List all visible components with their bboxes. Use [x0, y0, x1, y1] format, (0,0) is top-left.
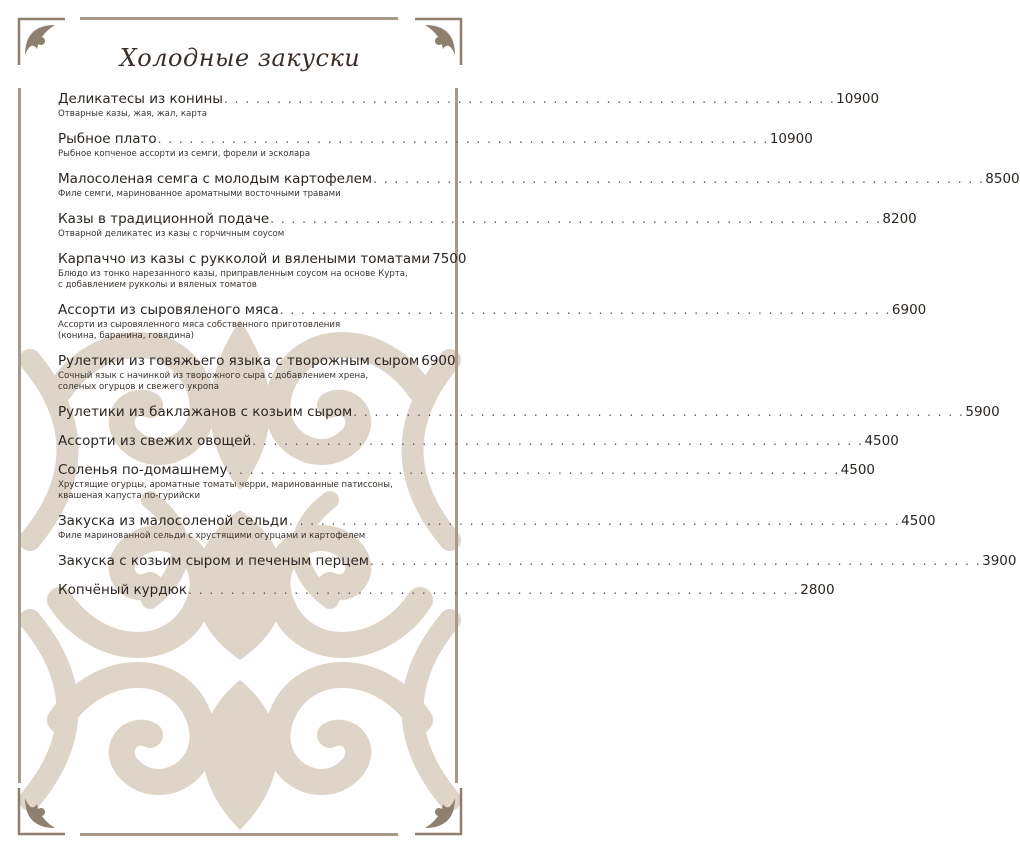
menu-item-name: Копчёный курдюк: [58, 582, 188, 598]
menu-item-name: Деликатесы из конины: [58, 91, 223, 107]
menu-item-row: [58, 131, 813, 148]
dot-leader: . . . . . . . . . . . . . . . . . . . . . . . . . . . . . . . . . . . . . . . . . . . . . . . . . . . . . . . . . .: [228, 463, 840, 477]
menu-item-name: Ассорти из сыровяленого мяса: [58, 302, 279, 318]
menu-item-name: Малосоленая семга с молодым картофелем: [58, 171, 373, 187]
frame-left-line: [18, 88, 21, 783]
description-line: с добавлением рукколы и вяленых томатов: [58, 280, 257, 290]
menu-item-row: [58, 171, 1020, 188]
description-line: Филе маринованной сельди с хрустящими огурцами и картофелем: [58, 531, 366, 541]
dot-leader: . . . . . . . . . . . . . . . . . . . . . . . . . . . . . . . . . . . . . . . . . . . . . . . . . . . . . . . . . .: [369, 554, 982, 568]
menu-item-price: 10900: [836, 91, 880, 107]
menu-item-row: [58, 553, 1017, 570]
menu-item-name: Рулетики из баклажанов с козьим сыром: [58, 404, 353, 420]
menu-item-name: Соленья по-домашнему: [58, 462, 228, 478]
menu-item-price: 4500: [901, 513, 936, 529]
menu-item-row: [58, 91, 880, 108]
menu-item-row: [58, 404, 1000, 421]
corner-ornament-icon: [411, 784, 465, 838]
menu-item-row: [58, 462, 876, 479]
menu-item-price: 5900: [965, 404, 1000, 420]
description-line: Ассорти из сыровяленного мяса собственного приготовления: [58, 320, 341, 330]
menu-item-price: 3900: [982, 553, 1017, 569]
menu-item-description: [58, 480, 424, 502]
menu-item-description: [58, 189, 424, 200]
corner-ornament-icon: [15, 784, 69, 838]
menu-item-description: [58, 269, 424, 291]
description-line: соленых огурцов и свежего укропа: [58, 382, 220, 392]
menu-item: [58, 582, 835, 599]
menu-item-row: [58, 433, 899, 450]
menu-item: [58, 353, 456, 393]
menu-item-description: [58, 229, 424, 240]
description-line: Сочный язык с начинкой из творожного сыра с добавлением хрена,: [58, 371, 369, 381]
menu-item: [58, 553, 1017, 570]
menu-item: [58, 404, 1000, 421]
menu-item-price: 8500: [985, 171, 1020, 187]
menu-item-name: Ассорти из свежих овощей: [58, 433, 252, 449]
menu-item: [58, 131, 813, 160]
description-line: (конина, баранина, говядина): [58, 331, 194, 341]
menu-item-price: 2800: [800, 582, 835, 598]
menu-item: [58, 433, 899, 450]
description-line: Рыбное копченое ассорти из семги, форели и эсколара: [58, 149, 311, 159]
menu-item-description: [58, 531, 424, 542]
dot-leader: . . . . . . . . . . . . . . . . . . . . . . . . . . . . . . . . . . . . . . . . . . . . . . . . . . . . . . . . . .: [289, 514, 901, 528]
menu-item: [58, 211, 917, 240]
menu-item: [58, 462, 876, 502]
menu-item-name: Закуска из малосоленой сельди: [58, 513, 288, 529]
page-title: Холодные закуски: [119, 44, 361, 72]
menu-item-row: [58, 513, 936, 530]
menu-item: [58, 91, 880, 120]
menu-item-price: 4500: [840, 462, 876, 478]
frame-top-line: [80, 17, 398, 20]
description-line: Хрустящие огурцы, ароматные томаты черри, маринованные патиссоны,: [58, 480, 393, 490]
frame-bottom-line: [80, 833, 398, 836]
menu-item-description: [58, 320, 424, 342]
description-line: Отварные казы, жая, жал, карта: [58, 109, 208, 119]
menu-item-price: 7500: [432, 251, 467, 267]
menu-item-description: [58, 149, 424, 160]
menu-item: [58, 513, 936, 542]
menu-item-price: 10900: [769, 131, 813, 147]
menu-item-price: 4500: [864, 433, 899, 449]
description-line: Блюдо из тонко нарезанного казы, приправленным соусом на основе Курта,: [58, 269, 408, 279]
menu-item-name: Рулетики из говяжьего языка с творожным сыром: [58, 353, 420, 369]
menu-item-row: [58, 353, 456, 370]
dot-leader: . . . . . . . . . . . . . . . . . . . . . . . . . . . . . . . . . . . . . . . . . . . . . . . . . . . . . . . . . .: [373, 172, 985, 186]
menu-item: [58, 302, 927, 342]
dot-leader: . . . . . . . . . . . . . . . . . . . . . . . . . . . . . . . . . . . . . . . . . . . . . . . . . . . . . . . . . .: [353, 405, 965, 419]
menu-item-name: Рыбное плато: [58, 131, 157, 147]
dot-leader: . . . . . . . . . . . . . . . . . . . . . . . . . . . . . . . . . . . . . . . . . . . . . . . . . . . . . . . . . .: [223, 92, 836, 106]
menu-item-row: [58, 251, 467, 268]
description-line: квашеная капуста по-гурийски: [58, 491, 201, 501]
menu-item-price: 8200: [882, 211, 917, 227]
menu-item-price: 6900: [891, 302, 927, 318]
menu-item-description: [58, 371, 424, 393]
menu-item-row: [58, 211, 917, 228]
menu-item-name: Казы в традиционной подаче: [58, 211, 270, 227]
menu-item-name: Карпаччо из казы с рукколой и вялеными томатами: [58, 251, 431, 267]
dot-leader: . . . . . . . . . . . . . . . . . . . . . . . . . . . . . . . . . . . . . . . . . . . . . . . . . . . . . . . . . .: [270, 212, 882, 226]
dot-leader: . . . . . . . . . . . . . . . . . . . . . . . . . . . . . . . . . . . . . . . . . . . . . . . . . . . . . . . . . .: [188, 583, 800, 597]
menu-item: [58, 171, 1020, 200]
menu-item-description: [58, 109, 424, 120]
menu-item-name: Закуска с козьим сыром и печеным перцем: [58, 553, 369, 569]
dot-leader: . . . . . . . . . . . . . . . . . . . . . . . . . . . . . . . . . . . . . . . . . . . . . . . . . . . . . . . . . .: [252, 434, 864, 448]
description-line: Отварной деликатес из казы с горчичным соусом: [58, 229, 285, 239]
menu-item-row: [58, 582, 835, 599]
description-line: Филе семги, маринованное ароматными восточными травами: [58, 189, 341, 199]
menu-item-price: 6900: [421, 353, 456, 369]
menu-item: [58, 251, 467, 291]
menu-item-row: [58, 302, 927, 319]
menu-list: [58, 91, 1020, 611]
dot-leader: . . . . . . . . . . . . . . . . . . . . . . . . . . . . . . . . . . . . . . . . . . . . . . . . . . . . . . . . . .: [279, 303, 891, 317]
dot-leader: . . . . . . . . . . . . . . . . . . . . . . . . . . . . . . . . . . . . . . . . . . . . . . . . . . . . . . . . . .: [157, 132, 769, 146]
